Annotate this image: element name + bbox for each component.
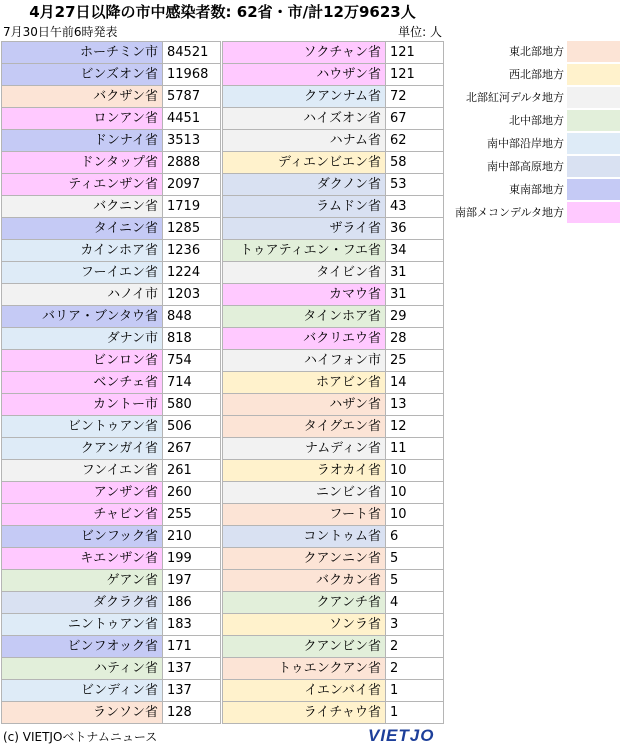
- province-name: ダクノン省: [223, 174, 386, 196]
- table-row: [223, 86, 444, 108]
- table-row: [2, 196, 221, 218]
- case-count: 13: [386, 394, 444, 416]
- case-count: 10: [386, 460, 444, 482]
- province-name: カマウ省: [223, 284, 386, 306]
- legend-swatch: [567, 133, 620, 154]
- legend-item: [455, 87, 620, 108]
- province-name: ビンズオン省: [2, 64, 163, 86]
- province-name: バクザン省: [2, 86, 163, 108]
- case-count: 1: [386, 680, 444, 702]
- table-row: [2, 64, 221, 86]
- case-count: 11: [386, 438, 444, 460]
- case-count: 53: [386, 174, 444, 196]
- legend-item: [455, 133, 620, 154]
- case-count: 2: [386, 658, 444, 680]
- province-name: バクリエウ省: [223, 328, 386, 350]
- legend-swatch: [567, 202, 620, 223]
- province-name: ハウザン省: [223, 64, 386, 86]
- table-row: [223, 504, 444, 526]
- province-name: バクニン省: [2, 196, 163, 218]
- table-row: [223, 394, 444, 416]
- legend-label: 北中部地方: [509, 114, 565, 127]
- table-row: [223, 416, 444, 438]
- province-name: ディエンビエン省: [223, 152, 386, 174]
- case-count: 11968: [163, 64, 221, 86]
- table-row: [223, 350, 444, 372]
- legend-label: 南中部沿岸地方: [487, 137, 565, 150]
- case-count: 29: [386, 306, 444, 328]
- table-row: [2, 548, 221, 570]
- table-row: [223, 548, 444, 570]
- case-count: 210: [163, 526, 221, 548]
- table-row: [2, 482, 221, 504]
- table-row: [2, 108, 221, 130]
- table-row: [223, 306, 444, 328]
- case-count: 267: [163, 438, 221, 460]
- province-name: カインホア省: [2, 240, 163, 262]
- case-count: 2888: [163, 152, 221, 174]
- province-name: トゥエンクアン省: [223, 658, 386, 680]
- table-row: [2, 240, 221, 262]
- table-row: [223, 284, 444, 306]
- logo-text-viet: VIET: [368, 726, 410, 745]
- case-count: 199: [163, 548, 221, 570]
- case-count: 580: [163, 394, 221, 416]
- case-count: 5787: [163, 86, 221, 108]
- province-name: ビンロン省: [2, 350, 163, 372]
- table-row: [223, 526, 444, 548]
- table-row: [223, 482, 444, 504]
- case-count: 10: [386, 504, 444, 526]
- case-count: 5: [386, 570, 444, 592]
- case-count: 197: [163, 570, 221, 592]
- province-name: ビントゥアン省: [2, 416, 163, 438]
- legend-swatch: [567, 87, 620, 108]
- province-name: ティエンザン省: [2, 174, 163, 196]
- table-row: [2, 174, 221, 196]
- case-count: 255: [163, 504, 221, 526]
- case-count: 3: [386, 614, 444, 636]
- case-count: 171: [163, 636, 221, 658]
- case-count: 183: [163, 614, 221, 636]
- province-name: フーイエン省: [2, 262, 163, 284]
- case-count: 5: [386, 548, 444, 570]
- case-count: 72: [386, 86, 444, 108]
- table-row: [223, 196, 444, 218]
- case-count: 10: [386, 482, 444, 504]
- table-row: [223, 130, 444, 152]
- table-row: [2, 306, 221, 328]
- table-row: [2, 130, 221, 152]
- province-name: ゲアン省: [2, 570, 163, 592]
- case-count: 6: [386, 526, 444, 548]
- table-row: [223, 680, 444, 702]
- province-name: ドンタップ省: [2, 152, 163, 174]
- case-count: 1285: [163, 218, 221, 240]
- table-row: [223, 460, 444, 482]
- case-count: 1236: [163, 240, 221, 262]
- table-row: [2, 262, 221, 284]
- province-name: ランソン省: [2, 702, 163, 724]
- province-name: ホーチミン市: [2, 42, 163, 64]
- province-name: アンザン省: [2, 482, 163, 504]
- case-count: 1719: [163, 196, 221, 218]
- table-row: [223, 42, 444, 64]
- table-row: [2, 614, 221, 636]
- case-count: 58: [386, 152, 444, 174]
- legend-item: [455, 41, 620, 62]
- table-row: [223, 240, 444, 262]
- province-name: バクカン省: [223, 570, 386, 592]
- case-count: 186: [163, 592, 221, 614]
- unit-label: 単位: 人: [398, 25, 442, 39]
- case-count: 121: [386, 64, 444, 86]
- case-count: 848: [163, 306, 221, 328]
- legend-swatch: [567, 156, 620, 177]
- province-name: ビンフオック省: [2, 636, 163, 658]
- case-count: 2: [386, 636, 444, 658]
- province-name: ハティン省: [2, 658, 163, 680]
- province-name: ドンナイ省: [2, 130, 163, 152]
- province-name: ニントゥアン省: [2, 614, 163, 636]
- province-name: ナムディン省: [223, 438, 386, 460]
- case-count: 1203: [163, 284, 221, 306]
- province-name: キエンザン省: [2, 548, 163, 570]
- copyright-footer: (c) VIETJOベトナムニュース: [3, 730, 158, 744]
- table-row: [2, 504, 221, 526]
- province-name: ハナム省: [223, 130, 386, 152]
- publish-date: 7月30日午前6時発表: [3, 25, 118, 39]
- table-row: [2, 526, 221, 548]
- province-name: タインホア省: [223, 306, 386, 328]
- table-row: [223, 372, 444, 394]
- province-name: タイグエン省: [223, 416, 386, 438]
- table-row: [2, 42, 221, 64]
- legend-label: 東南部地方: [509, 183, 565, 196]
- table-row: [2, 438, 221, 460]
- table-row: [223, 614, 444, 636]
- region-legend: [455, 41, 620, 223]
- province-name: クアンニン省: [223, 548, 386, 570]
- table-row: [223, 438, 444, 460]
- province-name: チャビン省: [2, 504, 163, 526]
- province-name: カントー市: [2, 394, 163, 416]
- table-row: [2, 152, 221, 174]
- case-count: 14: [386, 372, 444, 394]
- case-count: 137: [163, 680, 221, 702]
- province-name: フート省: [223, 504, 386, 526]
- table-row: [2, 218, 221, 240]
- legend-label: 東北部地方: [509, 45, 565, 58]
- table-row: [2, 636, 221, 658]
- province-name: ソンラ省: [223, 614, 386, 636]
- province-name: ラムドン省: [223, 196, 386, 218]
- case-count: 137: [163, 658, 221, 680]
- table-row: [223, 174, 444, 196]
- vietjo-logo: [368, 726, 434, 746]
- case-count: 31: [386, 284, 444, 306]
- case-count: 260: [163, 482, 221, 504]
- legend-item: [455, 179, 620, 200]
- table-row: [2, 658, 221, 680]
- legend-label: 南中部高原地方: [487, 160, 565, 173]
- table-row: [223, 218, 444, 240]
- table-row: [2, 702, 221, 724]
- case-count: 1224: [163, 262, 221, 284]
- legend-item: [455, 110, 620, 131]
- legend-item: [455, 156, 620, 177]
- province-name: ニンビン省: [223, 482, 386, 504]
- province-name: トゥアティエン・フエ省: [223, 240, 386, 262]
- province-name: ラオカイ省: [223, 460, 386, 482]
- table-row: [223, 64, 444, 86]
- table-row: [2, 350, 221, 372]
- province-name: ソクチャン省: [223, 42, 386, 64]
- province-name: ハザン省: [223, 394, 386, 416]
- case-count: 4: [386, 592, 444, 614]
- page-title: 4月27日以降の市中感染者数: 62省・市/計12万9623人: [29, 3, 416, 21]
- logo-text-jo: JO: [409, 726, 435, 745]
- cases-table-right: [222, 41, 444, 724]
- legend-swatch: [567, 179, 620, 200]
- case-count: 754: [163, 350, 221, 372]
- legend-label: 西北部地方: [509, 68, 565, 81]
- table-row: [2, 372, 221, 394]
- province-name: ホアビン省: [223, 372, 386, 394]
- province-name: ロンアン省: [2, 108, 163, 130]
- province-name: コントゥム省: [223, 526, 386, 548]
- legend-label: 北部紅河デルタ地方: [466, 91, 565, 104]
- cases-table-left: [1, 41, 221, 724]
- case-count: 31: [386, 262, 444, 284]
- legend-swatch: [567, 41, 620, 62]
- table-row: [223, 152, 444, 174]
- province-name: ベンチェ省: [2, 372, 163, 394]
- province-name: ライチャウ省: [223, 702, 386, 724]
- table-row: [2, 460, 221, 482]
- table-row: [2, 328, 221, 350]
- table-row: [2, 416, 221, 438]
- table-row: [2, 284, 221, 306]
- province-name: ビンディン省: [2, 680, 163, 702]
- province-name: ザライ省: [223, 218, 386, 240]
- province-name: クアンチ省: [223, 592, 386, 614]
- case-count: 4451: [163, 108, 221, 130]
- table-row: [223, 658, 444, 680]
- case-count: 121: [386, 42, 444, 64]
- province-name: クアンビン省: [223, 636, 386, 658]
- legend-swatch: [567, 64, 620, 85]
- table-row: [2, 570, 221, 592]
- case-count: 261: [163, 460, 221, 482]
- case-count: 62: [386, 130, 444, 152]
- case-count: 67: [386, 108, 444, 130]
- case-count: 128: [163, 702, 221, 724]
- table-row: [2, 394, 221, 416]
- legend-label: 南部メコンデルタ地方: [455, 206, 565, 219]
- case-count: 28: [386, 328, 444, 350]
- table-row: [223, 262, 444, 284]
- province-name: ハイフォン市: [223, 350, 386, 372]
- table-row: [2, 680, 221, 702]
- table-row: [223, 328, 444, 350]
- province-name: イエンバイ省: [223, 680, 386, 702]
- case-count: 506: [163, 416, 221, 438]
- province-name: ダクラク省: [2, 592, 163, 614]
- case-count: 1: [386, 702, 444, 724]
- legend-swatch: [567, 110, 620, 131]
- province-name: ハノイ市: [2, 284, 163, 306]
- province-name: バリア・ブンタウ省: [2, 306, 163, 328]
- table-row: [223, 570, 444, 592]
- province-name: クアンナム省: [223, 86, 386, 108]
- province-name: ハイズオン省: [223, 108, 386, 130]
- case-count: 43: [386, 196, 444, 218]
- table-row: [223, 636, 444, 658]
- province-name: ダナン市: [2, 328, 163, 350]
- case-count: 84521: [163, 42, 221, 64]
- table-row: [223, 108, 444, 130]
- province-name: タイビン省: [223, 262, 386, 284]
- table-row: [223, 592, 444, 614]
- case-count: 36: [386, 218, 444, 240]
- province-name: クアンガイ省: [2, 438, 163, 460]
- table-row: [2, 86, 221, 108]
- legend-item: [455, 202, 620, 223]
- province-name: フンイエン省: [2, 460, 163, 482]
- table-row: [223, 702, 444, 724]
- case-count: 818: [163, 328, 221, 350]
- legend-item: [455, 64, 620, 85]
- case-count: 34: [386, 240, 444, 262]
- case-count: 25: [386, 350, 444, 372]
- case-count: 2097: [163, 174, 221, 196]
- case-count: 3513: [163, 130, 221, 152]
- province-name: ビンフック省: [2, 526, 163, 548]
- table-row: [2, 592, 221, 614]
- case-count: 714: [163, 372, 221, 394]
- province-name: タイニン省: [2, 218, 163, 240]
- case-count: 12: [386, 416, 444, 438]
